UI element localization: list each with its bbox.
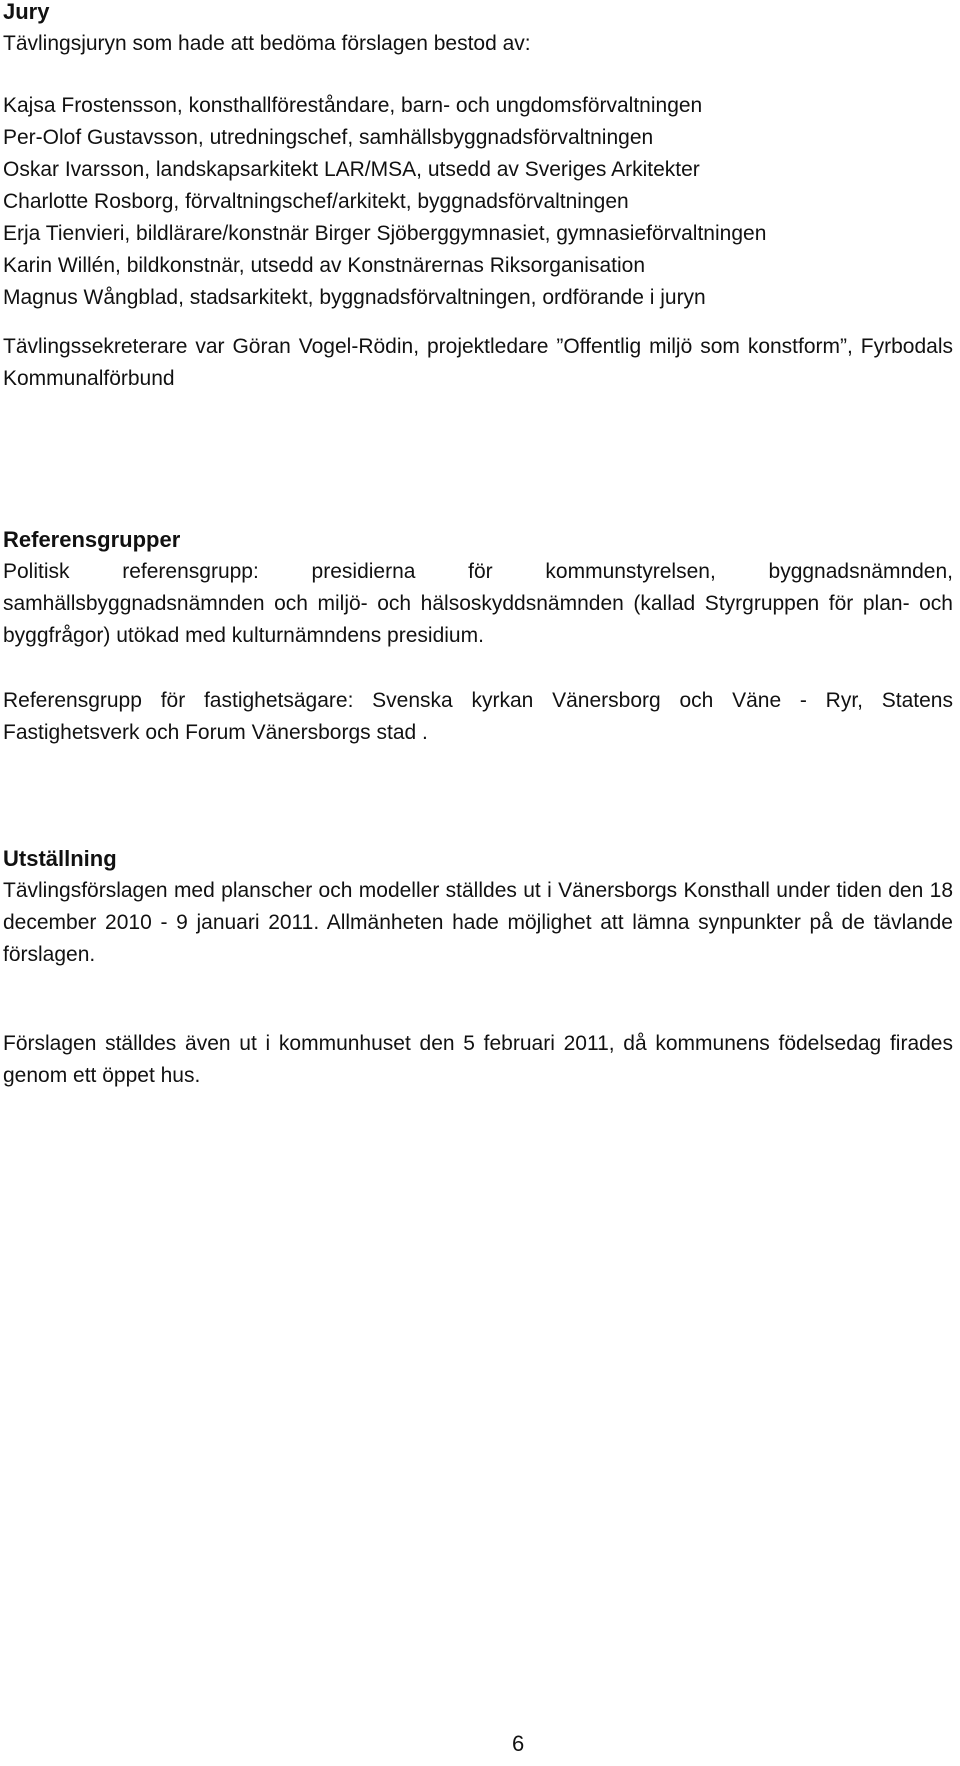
jury-secretary-block [3, 331, 953, 395]
jury-section [3, 0, 953, 60]
jury-member: Erja Tienvieri, bildlärare/konstnär Birger Sjöberggymnasiet, gymnasieförvaltningen [3, 222, 767, 245]
exhibition-paragraph-1: Tävlingsförslagen med planscher och modeller ställdes ut i Vänersborgs Konsthall under tiden den 18 december 2010 - 9 januari 2011. Allmänheten hade möjlighet att lämna synpunkter på de tävlande förslagen. [3, 879, 953, 966]
jury-heading: Jury [3, 0, 50, 24]
page-number: 6 [512, 1731, 525, 1756]
jury-member: Karin Willén, bildkonstnär, utsedd av Konstnärernas Riksorganisation [3, 254, 646, 277]
exhibition-paragraph-2-block [3, 1028, 953, 1092]
jury-member-list [3, 90, 953, 314]
exhibition-heading: Utställning [3, 846, 117, 871]
reference-groups-section [3, 524, 953, 652]
reference-groups-heading: Referensgrupper [3, 527, 181, 552]
property-owners-block [3, 685, 953, 749]
exhibition-section [3, 843, 953, 971]
exhibition-paragraph-2: Förslagen ställdes även ut i kommunhuset den 5 februari 2011, då kommunens födelsedag firades genom ett öppet hus. [3, 1032, 953, 1087]
jury-member: Magnus Wångblad, stadsarkitekt, byggnadsförvaltningen, ordförande i juryn [3, 286, 706, 309]
jury-member: Charlotte Rosborg, förvaltningschef/arkitekt, byggnadsförvaltningen [3, 190, 629, 213]
jury-member: Kajsa Frostensson, konsthallföreståndare, barn- och ungdomsförvaltningen [3, 94, 703, 117]
jury-intro: Tävlingsjuryn som hade att bedöma förslagen bestod av: [3, 32, 531, 55]
jury-secretary: Tävlingssekreterare var Göran Vogel-Rödin, projektledare ”Offentlig miljö som konstform”, Fyrbodals Kommunalförbund [3, 335, 953, 390]
jury-member: Per-Olof Gustavsson, utredningschef, samhällsbyggnadsförvaltningen [3, 126, 654, 149]
political-reference-group: Politisk referensgrupp: presidierna för kommunstyrelsen, byggnadsnämnden, samhällsbyggnadsnämnden och miljö- och hälsoskyddsnämnden (kallad Styrgruppen för plan- och byggfrågor) utökad med kulturnämndens presidium. [3, 560, 953, 647]
jury-member: Oskar Ivarsson, landskapsarkitekt LAR/MSA, utsedd av Sveriges Arkitekter [3, 158, 700, 181]
property-owner-reference-group: Referensgrupp för fastighetsägare: Svenska kyrkan Vänersborg och Väne - Ryr, Statens Fastighetsverk och Forum Vänersborgs stad . [3, 689, 953, 744]
